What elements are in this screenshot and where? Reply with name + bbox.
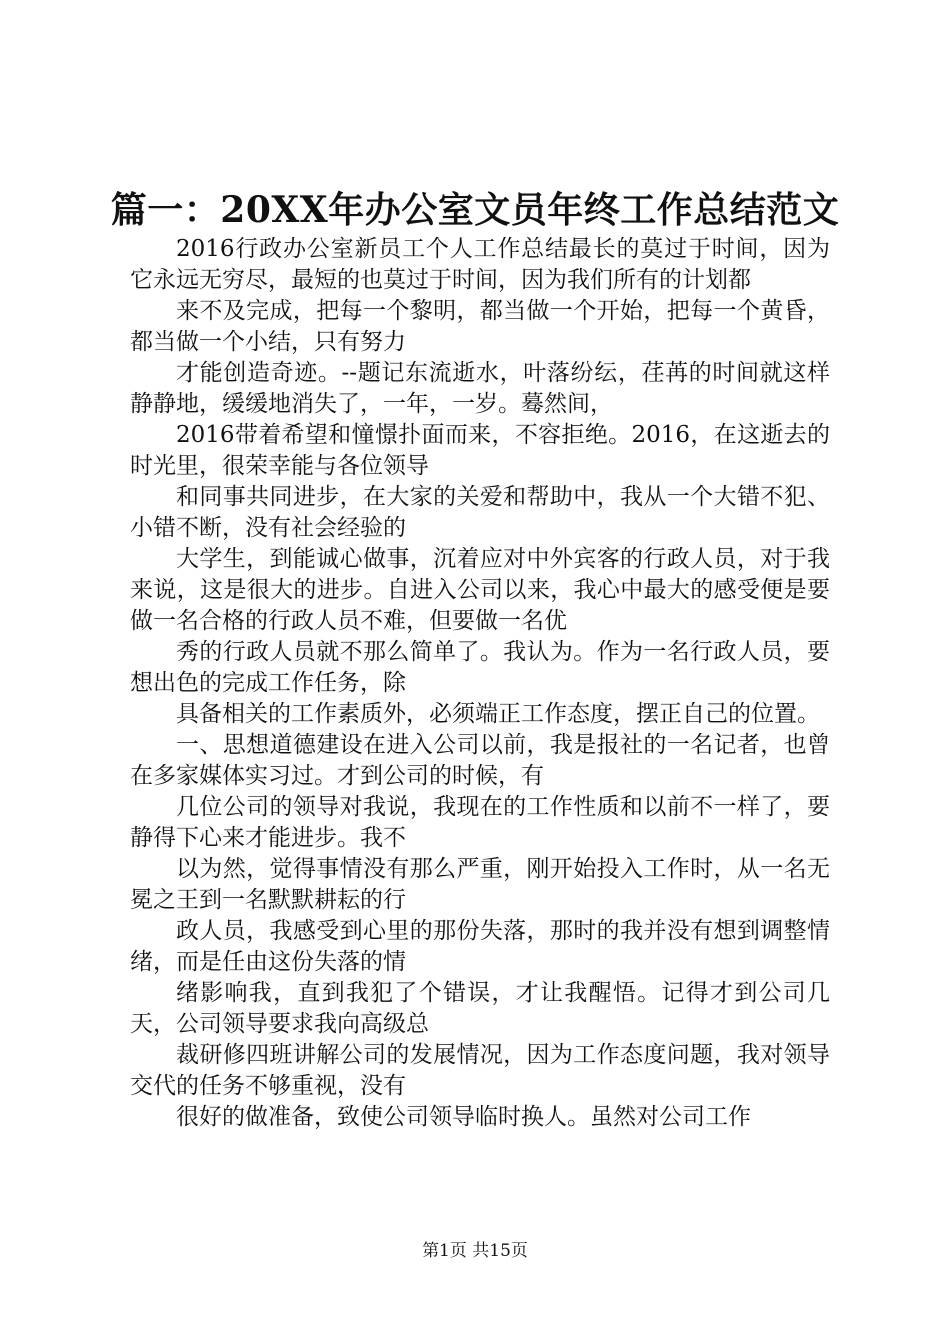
page-number-footer: 第1页 共15页 bbox=[422, 1241, 528, 1261]
body-paragraph: 才能创造奇迹。--题记东流逝水，叶落纷纭，荏苒的时间就这样静静地，缓缓地消失了，一年，一岁。蓦然间， bbox=[130, 360, 830, 417]
body-paragraph: 一、思想道德建设在进入公司以前，我是报社的一名记者，也曾在多家媒体实习过。才到公司的时候，有 bbox=[130, 732, 830, 789]
body-paragraph: 来不及完成，把每一个黎明，都当做一个开始，把每一个黄昏，都当做一个小结，只有努力 bbox=[130, 298, 830, 355]
body-paragraph: 2016行政办公室新员工个人工作总结最长的莫过于时间，因为它永远无穷尽，最短的也莫过于时间，因为我们所有的计划都 bbox=[130, 236, 830, 293]
body-paragraph: 几位公司的领导对我说，我现在的工作性质和以前不一样了，要静得下心来才能进步。我不 bbox=[130, 794, 830, 851]
document-body bbox=[130, 234, 830, 1133]
body-paragraph: 裁研修四班讲解公司的发展情况，因为工作态度问题，我对领导交代的任务不够重视，没有 bbox=[130, 1042, 830, 1099]
body-paragraph: 和同事共同进步，在大家的关爱和帮助中，我从一个大错不犯、小错不断，没有社会经验的 bbox=[130, 484, 830, 541]
body-paragraph: 政人员，我感受到心里的那份失落，那时的我并没有想到调整情绪，而是任由这份失落的情 bbox=[130, 918, 830, 975]
body-paragraph: 具备相关的工作素质外，必须端正工作态度，摆正自己的位置。 bbox=[176, 701, 820, 727]
body-paragraph: 以为然，觉得事情没有那么严重，刚开始投入工作时，从一名无冕之王到一名默默耕耘的行 bbox=[130, 856, 830, 913]
body-paragraph: 很好的做准备，致使公司领导临时换人。虽然对公司工作 bbox=[176, 1104, 751, 1130]
body-paragraph: 绪影响我，直到我犯了个错误，才让我醒悟。记得才到公司几天，公司领导要求我向高级总 bbox=[130, 980, 830, 1037]
body-paragraph: 大学生，到能诚心做事，沉着应对中外宾客的行政人员，对于我来说，这是很大的进步。自进入公司以来，我心中最大的感受便是要做一名合格的行政人员不难，但要做一名优 bbox=[130, 546, 830, 634]
body-paragraph: 秀的行政人员就不那么简单了。我认为。作为一名行政人员，要想出色的完成工作任务，除 bbox=[130, 639, 830, 696]
body-paragraph: 2016带着希望和憧憬扑面而来，不容拒绝。2016，在这逝去的时光里，很荣幸能与各位领导 bbox=[130, 422, 830, 479]
document-title: 篇一：20XX年办公室文员年终工作总结范文 bbox=[110, 189, 840, 231]
